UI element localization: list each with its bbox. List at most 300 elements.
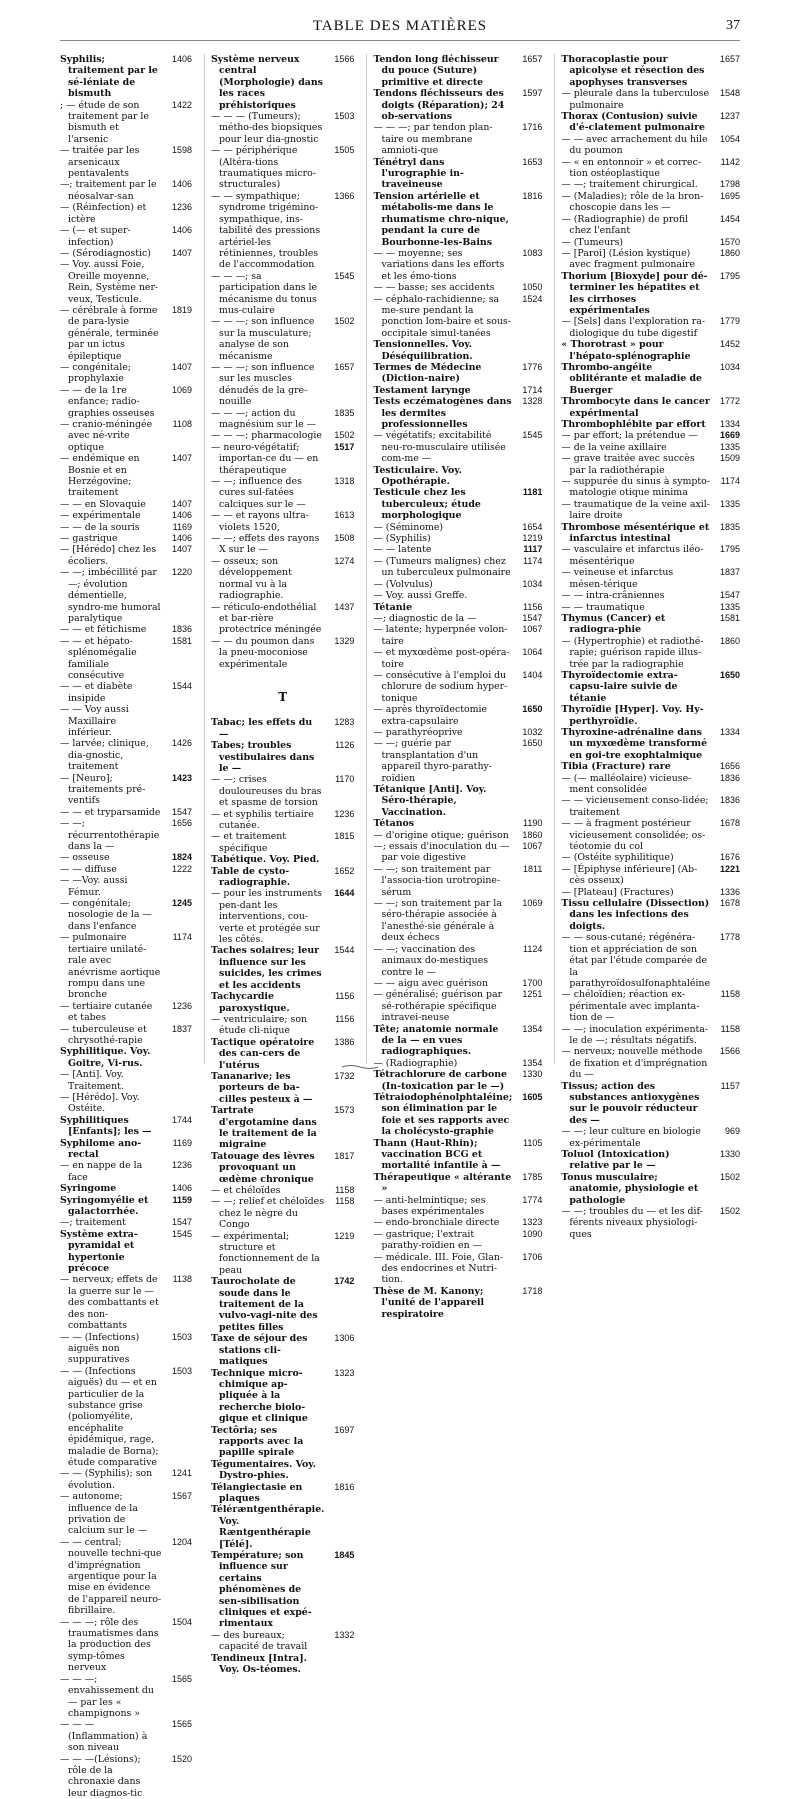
entry-text: — neuro-végétatif; importan-ce du — en thérapeutique [211, 441, 319, 476]
entry-text: Testiculaire. Voy. Opothérapie. [373, 464, 462, 488]
index-entry [561, 852, 740, 863]
entry-text: — — de la 1re enfance; radio-graphies osseuses [60, 384, 155, 419]
entry-page-number: 1774 [522, 1194, 543, 1205]
index-entry [373, 841, 542, 864]
index-entry [373, 282, 542, 293]
entry-text: — — intra-crâniennes [561, 590, 665, 602]
index-entry [211, 316, 354, 362]
entry-text: — (Réinfection) et ictère [60, 202, 147, 225]
index-entry [561, 430, 740, 441]
entry-text: — congénitale; prophylaxie [60, 361, 131, 385]
entry-page-number: 1503 [171, 1331, 192, 1342]
entry-page-number: 1816 [334, 1481, 355, 1492]
index-entry [373, 830, 542, 841]
index-entry [60, 385, 192, 419]
entry-page-number: 1236 [171, 1160, 192, 1171]
index-entry [60, 1617, 192, 1674]
entry-page-number: 1354 [522, 1057, 543, 1068]
entry-page-number: 1437 [334, 601, 355, 612]
index-entry [60, 522, 192, 533]
index-entry [373, 88, 542, 122]
entry-text: — —; guérie par transplantation d'un appareil thyro-parathy-roïdien [373, 738, 492, 784]
entry-text: — des bureaux; capacité de travail [211, 1629, 308, 1653]
index-entry [561, 989, 740, 1023]
index-entry [211, 888, 354, 945]
index-entry [60, 225, 192, 248]
index-entry [373, 1195, 542, 1218]
index-entry [60, 453, 192, 499]
entry-page-number: 1069 [171, 384, 192, 395]
entry-text: — — — (Inflammation) à son niveau [60, 1719, 148, 1754]
entry-text: — expérimentale [60, 510, 141, 522]
entry-page-number: 1517 [334, 441, 355, 452]
index-columns [60, 54, 740, 1799]
entry-text: —; traitement par le néosalvar-san [60, 179, 157, 202]
entry-text: — — —; action du magnésium sur le — [211, 407, 316, 430]
entry-text: — par effort; la prétendue — [561, 430, 698, 442]
entry-page-number: 1251 [522, 989, 543, 1000]
index-entry [211, 774, 354, 808]
entry-page-number: 1174 [522, 555, 543, 566]
entry-page-number: 1334 [719, 726, 740, 737]
index-entry [373, 522, 542, 533]
index-entry [373, 1229, 542, 1252]
index-entry [373, 191, 542, 248]
index-entry [561, 704, 740, 727]
entry-page-number: 1835 [719, 521, 740, 532]
entry-page-number: 1323 [522, 1217, 543, 1228]
entry-text: — — —; pharmacologie [211, 430, 322, 442]
index-entry [561, 179, 740, 190]
index-entry [60, 1674, 192, 1720]
entry-page-number: 1336 [719, 886, 740, 897]
entry-page-number: 1142 [720, 156, 740, 167]
entry-text: — — —; par tendon plan-taire ou membrane amnioti-que [373, 122, 493, 157]
entry-page-number: 1744 [171, 1114, 192, 1125]
entry-page-number: 1503 [334, 111, 355, 122]
entry-text: — —; relief et chéloïdes chez le nègre du Congo [211, 1196, 325, 1231]
entry-page-number: 1566 [719, 1046, 740, 1057]
entry-text: — (Volvulus) [373, 578, 433, 590]
index-entry [373, 385, 542, 396]
index-entry [60, 898, 192, 932]
entry-page-number: 1067 [522, 624, 543, 635]
entry-text: — — vicieusement conso-lidée; traitement [561, 795, 709, 818]
entry-text: — [Plateau] (Fractures) [561, 886, 674, 898]
index-entry [211, 1333, 354, 1367]
index-entry [561, 1206, 740, 1240]
entry-page-number: 1157 [720, 1080, 740, 1091]
index-entry [211, 191, 354, 271]
index-entry [373, 248, 542, 282]
entry-text: — « en entonnoir » et correc-tion ostéoplastique [561, 156, 701, 180]
index-entry [60, 305, 192, 362]
entry-text: — — basse; ses accidents [373, 282, 495, 294]
entry-page-number: 1545 [171, 1228, 192, 1239]
entry-text: — grave traitée avec succès par la radiothérapie [561, 453, 695, 476]
index-entry [211, 1105, 354, 1151]
entry-page-number: 1158 [335, 1196, 355, 1207]
entry-page-number: 1423 [171, 772, 192, 783]
entry-page-number: 1605 [522, 1091, 543, 1102]
entry-text: Thyroïdectomie extra-capsu-laire suivie de tétanie [561, 669, 678, 704]
index-entry [561, 795, 740, 818]
entry-page-number: 1598 [171, 145, 192, 156]
index-entry [211, 1185, 354, 1196]
entry-text: — (Radiographie) de profil chez l'enfant [561, 213, 689, 237]
entry-text: Toluol (Intoxication) relative par le — [561, 1149, 670, 1172]
entry-text: — (Hypertrophie) et radiothé-rapie; guérison rapide illus-trée par la radiographie [561, 635, 704, 670]
entry-page-number: 1126 [335, 740, 355, 751]
entry-text: Thyroxine-adrénaline dans un myxœdème transformé en goi-tre exophtalmique [561, 726, 708, 761]
entry-text: — — diffuse [60, 863, 117, 875]
entry-text: Tégumentaires. Voy. Dystro-phies. [211, 1458, 316, 1482]
index-entry [561, 544, 740, 567]
entry-page-number: 1678 [719, 818, 740, 829]
entry-text: — [Anti]. Voy. Traitement. [60, 1069, 124, 1092]
index-entry [60, 1366, 192, 1469]
entry-text: — (Tumeurs malignes) chez un tuberculeux pulmonaire [373, 555, 511, 579]
entry-page-number: 1732 [334, 1070, 355, 1081]
entry-text: — —; son traitement par l'associa-tion urotropine-sérum [373, 863, 501, 898]
entry-page-number: 1697 [334, 1424, 355, 1435]
entry-text: — —Voy. aussi Fémur. [60, 875, 128, 898]
entry-page-number: 1845 [334, 1550, 355, 1560]
entry-page-number: 1169 [172, 1137, 192, 1148]
index-entry [211, 1653, 354, 1676]
entry-text: Thymus (Cancer) et radiogra-phie [561, 612, 666, 636]
entry-text: « Thorotrast » pour l'hépato-splénographie [561, 339, 691, 362]
entry-text: — ventriculaire; son étude cli-nique [211, 1013, 308, 1037]
entry-text: Tissu cellulaire (Dissection) dans les infections des doigts. [561, 898, 710, 932]
index-entry [561, 636, 740, 670]
entry-text: — tuberculeuse et chrysothé-rapie [60, 1023, 147, 1046]
index-entry [60, 179, 192, 202]
index-entry [60, 1719, 192, 1753]
entry-text: Tétanie [373, 601, 413, 613]
entry-page-number: 1656 [719, 761, 740, 772]
entry-text: Téléræntgenthérapie. Voy. Ræntgenthérapie [Télé]. [211, 1504, 325, 1550]
entry-page-number: 1547 [522, 612, 543, 623]
entry-page-number: 1181 [522, 487, 543, 498]
entry-page-number: 1509 [719, 453, 740, 464]
entry-page-number: 1454 [719, 213, 740, 224]
entry-page-number: 1835 [334, 407, 355, 418]
index-entry [373, 430, 542, 464]
entry-text: — [Neuro]; traitements pré-ventifs [60, 772, 146, 807]
index-entry [561, 1024, 740, 1047]
index-entry [373, 362, 542, 385]
index-entry [373, 544, 542, 555]
index-entry [211, 602, 354, 636]
index-entry [373, 1024, 542, 1058]
entry-text: — gastrique; l'extrait parathy-roïdien en — [373, 1228, 482, 1252]
index-entry [60, 1274, 192, 1331]
entry-text: — Voy. aussi Greffe. [373, 590, 468, 602]
index-entry [561, 271, 740, 317]
entry-text: — larvée; clinique, dia-gnostic, traitement [60, 738, 149, 773]
entry-page-number: 1156 [335, 991, 355, 1002]
entry-text: — — latente [373, 544, 432, 556]
entry-text: Thérapeutique « altérante » [373, 1171, 512, 1195]
entry-page-number: 1652 [334, 865, 355, 876]
entry-page-number: 1064 [522, 647, 543, 658]
index-entry [60, 773, 192, 807]
entry-text: — (Maladies); rôle de la bron-choscopie dans les — [561, 190, 704, 214]
entry-text: Tabétique. Voy. Pied. [211, 854, 320, 866]
entry-text: — — traumatique [561, 601, 645, 613]
entry-text: — de la veine axillaire [561, 441, 667, 453]
index-entry [373, 1172, 542, 1195]
index-entry [60, 1046, 192, 1069]
index-entry [373, 647, 542, 670]
index-entry [211, 1459, 354, 1482]
entry-page-number: 1613 [334, 510, 355, 521]
index-entry [561, 1149, 740, 1172]
entry-text: — —; influence des cures sul-fatées calciques sur le — [211, 476, 306, 510]
entry-text: Tendineux [Intra]. Voy. Os-téomes. [211, 1652, 307, 1676]
entry-page-number: 1581 [171, 635, 192, 646]
entry-text: — — aigu avec guérison [373, 977, 488, 989]
index-entry [373, 1138, 542, 1172]
index-entry [211, 271, 354, 317]
entry-text: — après thyroïdectomie extra-capsulaire [373, 704, 488, 727]
entry-text: — traitée par les arsenicaux pentavalents [60, 145, 140, 180]
entry-text: — — et hépato-splénomégalie familiale consécutive [60, 635, 137, 681]
index-entry [561, 1126, 740, 1149]
index-entry [211, 1071, 354, 1105]
entry-page-number: 1406 [171, 510, 192, 521]
index-entry [60, 499, 192, 510]
index-entry [60, 1138, 192, 1161]
entry-text: — [Hérédo] chez les écoliers. [60, 544, 157, 567]
index-entry [60, 1491, 192, 1537]
index-entry [561, 339, 740, 362]
index-entry [211, 362, 354, 408]
entry-text: — — (Infections aiguës) du — et en particulier de la substance grise (poliomyélite, encéphalite épidémique, rage, maladie de Borna); étude comparative [60, 1365, 159, 1468]
entry-text: Table de cysto-radiographie. [211, 865, 291, 889]
index-entry [561, 316, 740, 339]
index-entry [561, 134, 740, 157]
index-entry [373, 396, 542, 430]
index-entry [60, 1217, 192, 1228]
index-entry [211, 1196, 354, 1230]
entry-page-number: 1334 [719, 419, 740, 429]
entry-page-number: 1204 [171, 1536, 192, 1547]
entry-page-number: 1236 [171, 202, 192, 213]
entry-page-number: 1069 [522, 898, 543, 909]
index-entry [373, 54, 542, 88]
index-entry [373, 613, 542, 624]
index-entry [561, 111, 740, 134]
index-entry [561, 761, 740, 772]
entry-page-number: 1422 [171, 99, 192, 110]
entry-page-number: 1067 [522, 841, 543, 852]
index-entry [373, 1058, 542, 1069]
entry-text: — et syphilis tertiaire cutanée. [211, 808, 314, 831]
entry-page-number: 1332 [334, 1629, 355, 1640]
entry-text: — et myxœdème post-opéra-toire [373, 647, 510, 670]
entry-page-number: 1306 [334, 1333, 355, 1344]
entry-page-number: 1245 [171, 898, 192, 909]
index-entry [373, 624, 542, 647]
index-entry [211, 854, 354, 865]
index-entry [561, 362, 740, 396]
entry-text: Thorax (Contusion) suivie d'é-clatement pulmonaire [561, 111, 706, 134]
entry-page-number: 1502 [334, 316, 355, 327]
index-entry [60, 852, 192, 863]
entry-page-number: 1657 [522, 54, 543, 64]
index-entry [211, 809, 354, 832]
entry-page-number: 1504 [171, 1616, 192, 1627]
entry-text: — suppurée du sinus à sympto-matologie otique minima [561, 476, 710, 499]
index-entry [561, 248, 740, 271]
entry-page-number: 1819 [171, 304, 192, 315]
entry-text: Tananarive; les porteurs de ba-cilles pesteux à — [211, 1070, 313, 1105]
index-entry [561, 396, 740, 419]
entry-page-number: 1566 [334, 54, 355, 64]
index-entry [561, 932, 740, 989]
entry-text: — et chéloïdes [211, 1185, 281, 1196]
index-entry [211, 1037, 354, 1071]
entry-page-number: 1503 [171, 1365, 192, 1376]
entry-page-number: 1798 [719, 179, 740, 190]
entry-text: Thyroïdie [Hyper]. Voy. Hy-perthyroïdie. [561, 704, 704, 727]
entry-page-number: 1772 [719, 396, 740, 407]
entry-page-number: 1700 [522, 977, 543, 988]
index-entry [60, 1024, 192, 1047]
index-entry [60, 533, 192, 544]
index-entry [211, 1504, 354, 1550]
index-entry [373, 590, 542, 601]
entry-text: — — et diabète insipide [60, 681, 133, 704]
entry-text: — —; son traitement par la séro-thérapie associée à l'anesthé-sie générale à deux échecs [373, 898, 502, 944]
entry-page-number: 1138 [172, 1274, 192, 1285]
entry-page-number: 1502 [334, 430, 355, 441]
entry-page-number: 1335 [719, 441, 740, 452]
index-entry [211, 945, 354, 991]
entry-page-number: 1124 [522, 943, 543, 954]
entry-text: — (— et super-infection) [60, 225, 131, 248]
index-entry [561, 442, 740, 453]
index-entry [211, 54, 354, 111]
index-entry [211, 831, 354, 854]
entry-text: — tertiaire cutanée et tabes [60, 1000, 153, 1024]
entry-text: — — — (Tumeurs); métho-des biopsiques pour leur dia-gnostic [211, 111, 323, 145]
index-entry [60, 248, 192, 259]
index-entry [561, 864, 740, 887]
entry-text: — — moyenne; ses variations dans les efforts et les émo-tions [373, 247, 505, 282]
entry-text: — autonome; influence de la privation de calcium sur le — [60, 1491, 148, 1537]
entry-page-number: 1718 [522, 1285, 543, 1296]
entry-page-number: 1502 [719, 1171, 740, 1182]
entry-page-number: 1860 [522, 829, 543, 840]
entry-page-number: 1502 [719, 1206, 740, 1217]
entry-page-number: 1573 [334, 1105, 355, 1116]
entry-text: — céphalo-rachidienne; sa me-sure pendant la ponction lom-baire et sous-occipitale simul-tanées [373, 293, 511, 339]
entry-page-number: 1159 [172, 1194, 192, 1205]
entry-page-number: 1716 [522, 122, 543, 133]
entry-page-number: 1520 [171, 1753, 192, 1764]
entry-page-number: 1544 [334, 945, 355, 956]
entry-page-number: 1650 [522, 704, 543, 715]
entry-text: — généralisé; guérison par sé-rothérapie spécifique intravei-neuse [373, 989, 503, 1024]
entry-page-number: 1335 [719, 498, 740, 509]
entry-text: Tension artérielle et métabolis-me dans le rhumatisme chro-nique, pendant la cure de Bourbonne-les-Bains [373, 190, 509, 248]
entry-page-number: 1695 [719, 190, 740, 201]
entry-page-number: 1545 [334, 270, 355, 281]
index-entry [561, 1081, 740, 1127]
index-entry [561, 214, 740, 237]
index-entry [373, 487, 542, 521]
index-entry [60, 1332, 192, 1366]
entry-text: Thrombose mésentérique et infarctus intestinal [561, 521, 710, 545]
entry-text: Syphilis; traitement par le sé-léniate de bismuth [60, 54, 158, 100]
entry-text: Tonus musculaire; anatomie, physiologie et pathologie [561, 1171, 699, 1206]
entry-text: — (Syphilis) [373, 533, 431, 545]
entry-page-number: 1836 [171, 624, 192, 635]
entry-page-number: 1505 [334, 145, 355, 156]
entry-text: Tectôria; ses rapports avec la papille spirale [211, 1424, 304, 1459]
entry-text: — — en Slovaquie [60, 498, 146, 510]
index-entry [60, 1229, 192, 1275]
entry-text: Syphilome ano-rectal [60, 1137, 142, 1160]
entry-page-number: 1034 [719, 361, 740, 372]
entry-page-number: 1105 [522, 1137, 543, 1148]
index-entry [60, 875, 192, 898]
index-entry [60, 54, 192, 100]
entry-page-number: 1117 [523, 544, 543, 555]
entry-text: Tatouage des lèvres provoquant un œdème chronique [211, 1150, 315, 1185]
index-entry [561, 887, 740, 898]
entry-text: — traumatique de la veine axil-laire droite [561, 498, 710, 522]
index-entry [60, 567, 192, 624]
entry-page-number: 1836 [719, 795, 740, 806]
index-entry [60, 544, 192, 567]
entry-text: — — sympathique; syndrome trigémino-sympathique, ins-tabilité des pressions artériel-les rétiniennes, troubles de l'accommodation [211, 190, 321, 271]
entry-text: — (Ostéite syphilitique) [561, 852, 674, 864]
entry-text: Thrombo-angéite oblitérante et maladie de Buerger [561, 361, 703, 396]
entry-text: —; diagnostic de la — [373, 612, 477, 624]
entry-text: — anti-helmintique; ses bases expérimentales [373, 1194, 486, 1218]
entry-page-number: 1545 [522, 430, 543, 441]
entry-text: — — —; son influence sur la musculature; analyse de son mécanisme [211, 316, 315, 362]
index-entry [373, 784, 542, 818]
entry-page-number: 1329 [334, 635, 355, 646]
index-entry [60, 202, 192, 225]
index-entry [373, 1252, 542, 1286]
entry-text: Technique micro-chimique ap-pliquée à la recherche biolo-gique et clinique [211, 1367, 308, 1425]
index-entry [211, 1630, 354, 1653]
entry-page-number: 1508 [334, 533, 355, 544]
index-entry [561, 773, 740, 796]
entry-text: — nerveux; nouvelle méthode de fixation et d'imprégnation du — [561, 1046, 708, 1081]
entry-text: Syringomyélie et galactorrhée. [60, 1194, 149, 1218]
index-entry [60, 681, 192, 704]
entry-page-number: 1407 [171, 361, 192, 372]
index-entry [60, 704, 192, 738]
entry-text: Syphilitiques [Enfants]; les — [60, 1114, 152, 1138]
entry-page-number: 1776 [522, 361, 543, 372]
entry-text: Tétraiodophénolphtaléine; son élimination par le foie et ses rapports avec la cholécysto-graphie [373, 1091, 513, 1138]
entry-page-number: 1241 [171, 1468, 192, 1479]
entry-page-number: 1824 [171, 852, 192, 863]
index-entry [561, 590, 740, 601]
entry-page-number: 1190 [522, 818, 543, 829]
index-entry [373, 1217, 542, 1228]
index-entry [373, 602, 542, 613]
entry-text: — endémique en Bosnie et en Herzégovine; traitement [60, 453, 140, 499]
